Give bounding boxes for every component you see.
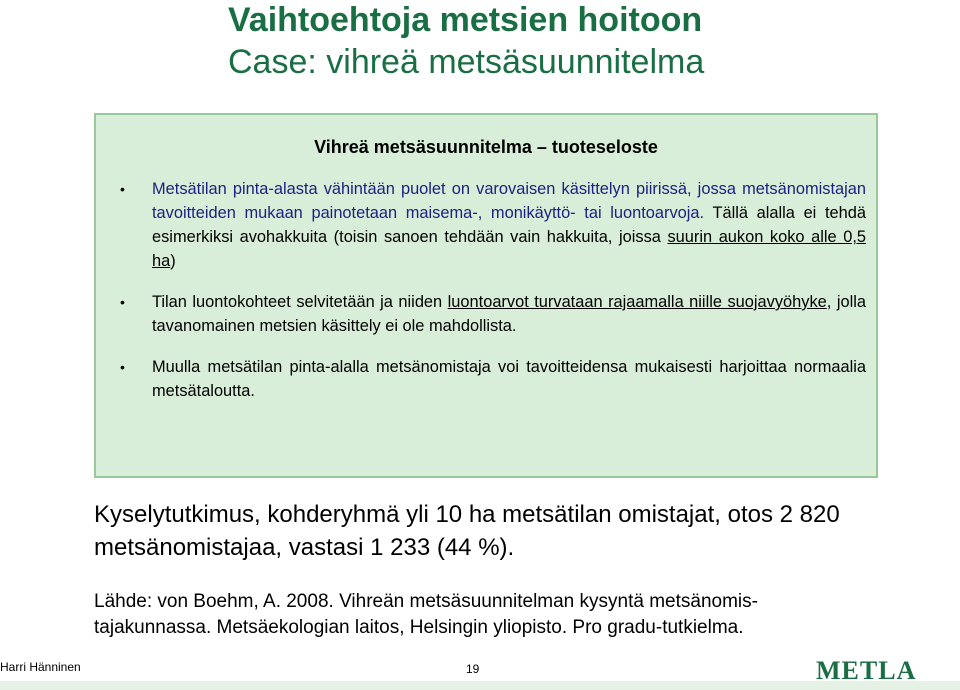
bullet1-part1: Metsätilan pinta-alasta vähintään puolet on varovaisen käsittelyn piirissä, jossa metsänomistajan tavoitteiden mukaan painotetaan maisema-, monikäyttö- tai luontoarvoja. bbox=[152, 180, 866, 222]
bullet2-part3: , jolla tavanomainen metsien käsittely ei ole mahdollista. bbox=[152, 293, 866, 335]
box-heading: Vihreä metsäsuunnitelma – tuoteseloste bbox=[314, 137, 658, 157]
bullet-item-2 bbox=[116, 290, 866, 338]
title-main: Vaihtoehtoja metsien hoitoon bbox=[228, 1, 703, 39]
bullet-item-3 bbox=[116, 355, 866, 403]
bullet-item-1 bbox=[116, 177, 866, 273]
product-description-box bbox=[94, 113, 878, 478]
bullet-list bbox=[116, 177, 866, 420]
page-number: 19 bbox=[466, 662, 480, 676]
metla-logo: METLA bbox=[816, 656, 917, 685]
bullet1-part2: Tällä alalla ei tehdä esimerkiksi avohakkuita (toisin sanoen tehdään vain hakkuita, joissa bbox=[152, 204, 866, 246]
bullet3-text: Muulla metsätilan pinta-alalla metsänomistaja voi tavoitteidensa mukaisesti harjoittaa normaalia metsätaloutta. bbox=[152, 358, 866, 400]
bullet1-part4: ) bbox=[170, 252, 176, 270]
bullet-dot-icon: • bbox=[120, 181, 125, 197]
source-citation: Lähde: von Boehm, A. 2008. Vihreän metsäsuunnitelman kysyntä metsänomis-tajakunnassa. Metsäekologian laitos, Helsingin yliopisto. Pro gradu-tutkielma. bbox=[94, 591, 758, 638]
bullet1-underlined: suurin aukon koko alle 0,5 ha bbox=[152, 228, 866, 270]
survey-description: Kyselytutkimus, kohderyhmä yli 10 ha metsätilan omistajat, otos 2 820 metsänomistajaa, vastasi 1 233 (44 %). bbox=[94, 501, 840, 561]
slide-title bbox=[228, 0, 704, 82]
bullet-dot-icon: • bbox=[120, 359, 125, 375]
bullet2-underlined: luontoarvot turvataan rajaamalla niille suojavyöhyke bbox=[447, 293, 827, 311]
title-subtitle: Case: vihreä metsäsuunnitelma bbox=[228, 43, 705, 81]
footer-author: Harri Hänninen bbox=[0, 660, 81, 674]
bullet-dot-icon: • bbox=[120, 294, 125, 310]
bullet2-part1: Tilan luontokohteet selvitetään ja niiden bbox=[152, 293, 448, 311]
